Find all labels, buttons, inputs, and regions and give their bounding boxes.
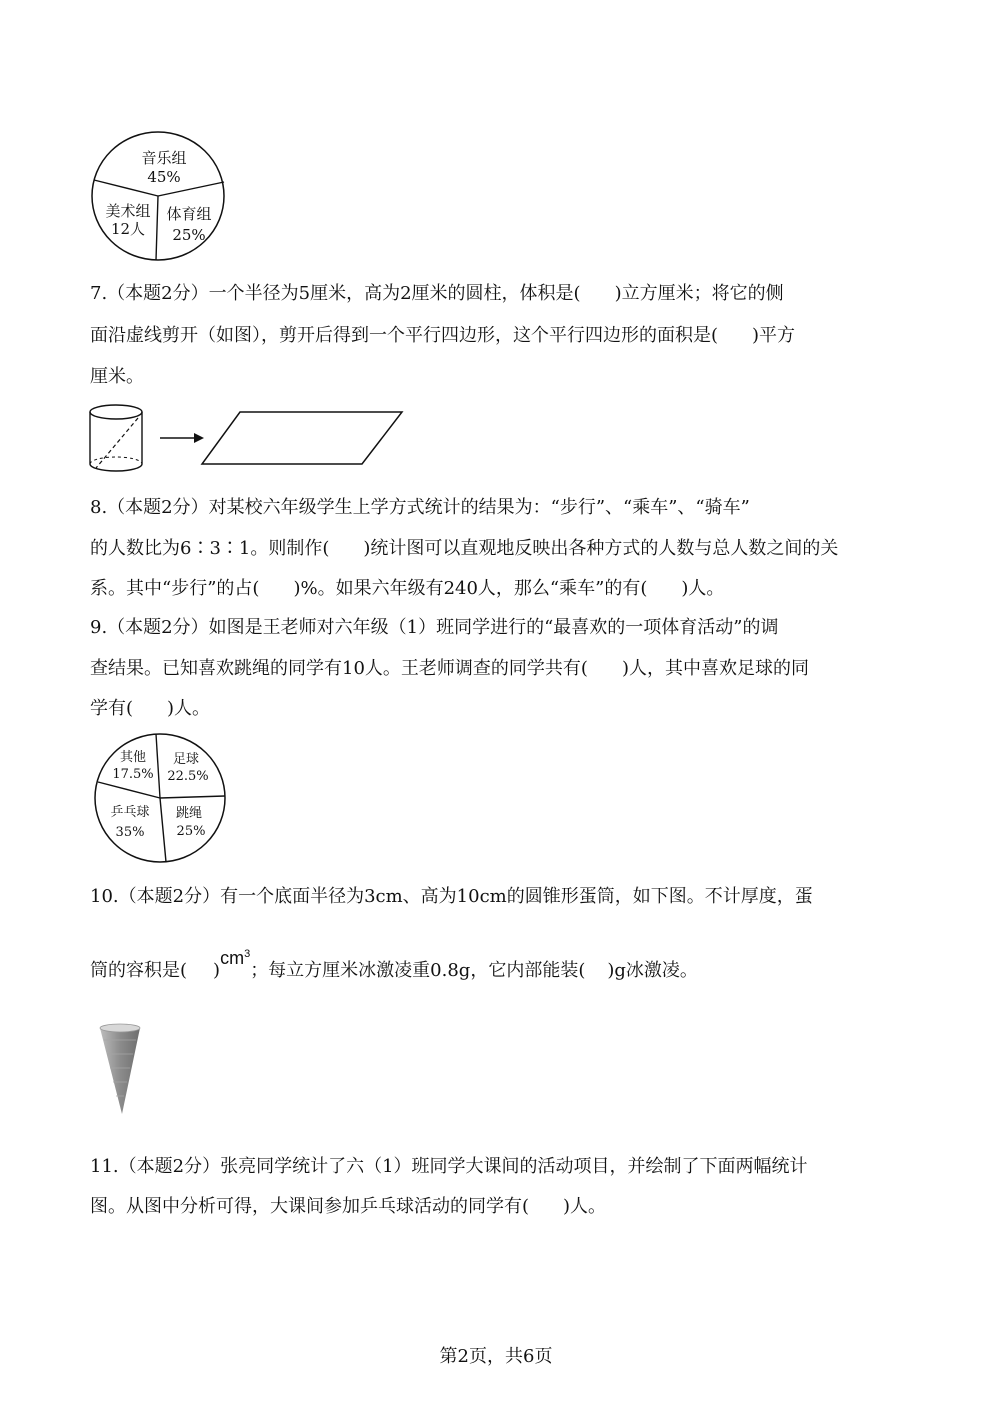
pie1-value-sports: 25% (172, 226, 206, 244)
q11-line1: 11.（本题2分）张亮同学统计了六（1）班同学大课间的活动项目，并绘制了下面两幅统计 (90, 1156, 808, 1177)
pie2-value-jumprope: 25% (176, 824, 206, 839)
pie1-value-art: 12人 (110, 220, 146, 238)
pie1-label-sports: 体育组 (166, 205, 212, 223)
pie2-value-football: 22.5% (167, 769, 209, 784)
pie-chart-groups (88, 128, 228, 264)
q9-line2: 查结果。已知喜欢跳绳的同学有10人。王老师调查的同学共有( )人，其中喜欢足球的同 (90, 658, 809, 679)
ice-cream-cone-figure (96, 1022, 146, 1118)
unit-cm3: $cm^3$ (220, 948, 251, 968)
q7-line2: 面沿虚线剪开（如图），剪开后得到一个平行四边形，这个平行四边形的面积是( )平方 (90, 325, 796, 346)
pie2-label-football: 足球 (172, 752, 200, 767)
pie2-label-jumprope: 跳绳 (175, 806, 203, 821)
pie1-label-art: 美术组 (105, 202, 151, 220)
q10-line2: 筒的容积是( )$cm^3$；每立方厘米冰激凌重0.8g，它内部能装( )g冰激凌。 (90, 948, 698, 981)
pie1-label-music: 音乐组 (141, 149, 187, 167)
pie2-label-pingpong: 乒乓球 (110, 805, 150, 820)
pie1-value-music: 45% (147, 168, 181, 186)
pie-chart-activities (90, 730, 230, 866)
q8-line1: 8.（本题2分）对某校六年级学生上学方式统计的结果为：“步行”、“乘车”、“骑车” (90, 497, 750, 518)
q7-line1: 7.（本题2分）一个半径为5厘米，高为2厘米的圆柱，体积是( )立方厘米；将它的侧 (90, 283, 784, 304)
pie2-label-other: 其他 (119, 750, 147, 765)
pie2-value-pingpong: 35% (115, 825, 145, 840)
q11-line2: 图。从图中分析可得，大课间参加乒乓球活动的同学有( )人。 (90, 1196, 607, 1217)
q8-line3: 系。其中“步行”的占( )%。如果六年级有240人，那么“乘车”的有( )人。 (90, 578, 725, 599)
q10-line1: 10.（本题2分）有一个底面半径为3cm、高为10cm的圆锥形蛋筒，如下图。不计厚度，蛋 (90, 886, 813, 907)
q9-line3: 学有( )人。 (90, 698, 211, 719)
cylinder-unfold-figure (86, 398, 416, 478)
q8-line2: 的人数比为6∶3∶1。则制作( )统计图可以直观地反映出各种方式的人数与总人数之间的关 (90, 538, 839, 559)
page-footer: 第2页，共6页 (439, 1346, 553, 1367)
q9-line1: 9.（本题2分）如图是王老师对六年级（1）班同学进行的“最喜欢的一项体育活动”的调 (90, 617, 779, 638)
pie2-value-other: 17.5% (112, 767, 154, 782)
q7-line3: 厘米。 (90, 366, 144, 387)
